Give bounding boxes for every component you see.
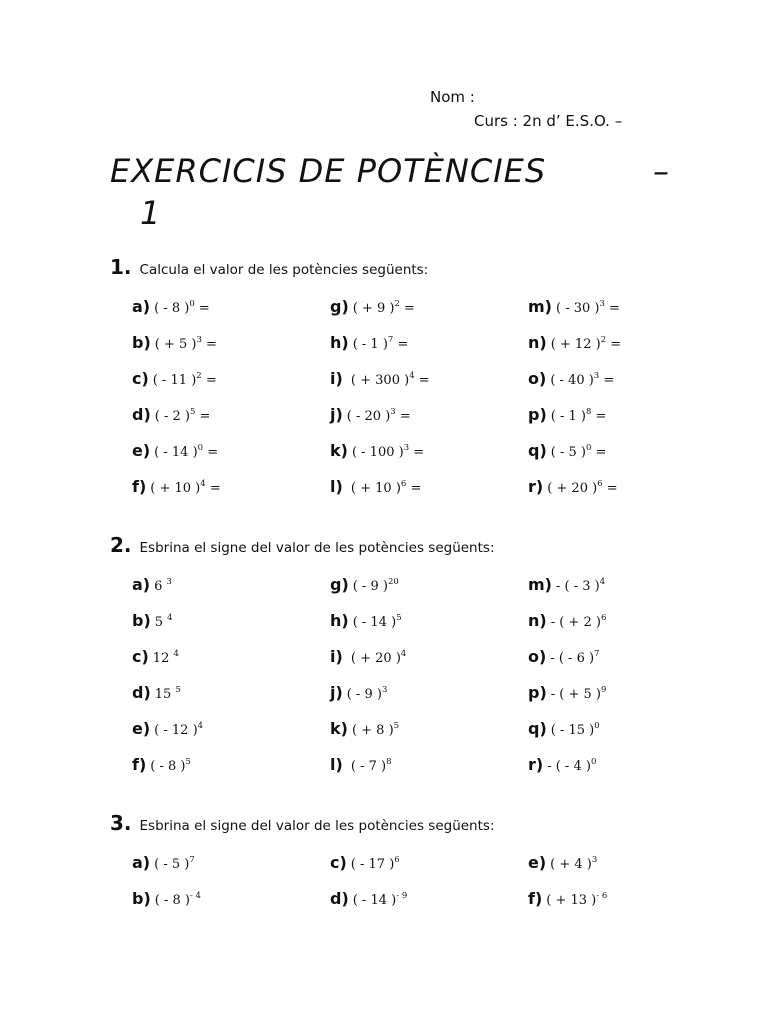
item-label: a) [132,575,151,594]
power-expression [550,857,597,872]
exercise-item [330,297,415,316]
title-dash: – [653,152,670,190]
power-base: ( - 12 ) [154,723,198,738]
power-expression [150,481,220,496]
power-exponent: 0 [594,721,600,731]
power-expression [550,651,599,666]
item-label: i) [330,369,343,388]
exercise-item [330,441,424,460]
power-exponent: - 6 [596,891,608,901]
exercise-item [132,441,218,460]
power-expression [154,723,203,738]
power-exponent: 4 [599,577,606,587]
title-line-1: EXERCICIS DE POTÈNCIES [110,152,547,190]
power-expression [352,723,399,738]
power-exponent: 7 [189,855,195,865]
exercise-1-heading [110,255,428,279]
exercise-item [132,647,179,666]
exercise-number: 2. [110,533,132,557]
power-exponent: 3 [390,407,396,417]
power-base: ( - 9 ) [346,687,383,702]
power-exponent: 5 [189,407,196,417]
equals-sign: = [205,481,221,496]
power-exponent: 3 [593,371,600,381]
equals-sign: = [399,301,415,316]
power-exponent: 0 [590,757,597,767]
power-base: ( - 2 ) [154,409,190,424]
exercise-3-heading [110,811,495,835]
item-label: e) [132,719,151,738]
power-exponent: 3 [196,335,202,345]
equals-sign: = [406,481,422,496]
item-label: j) [330,405,343,424]
power-expression [154,445,218,460]
exercise-item [528,889,607,908]
exercise-item [330,683,387,702]
item-label: k) [330,719,348,738]
power-expression [347,651,407,666]
equals-sign: = [602,481,618,496]
power-exponent: 4 [197,721,204,731]
course-label: Curs : 2n d’ E.S.O. – [474,112,623,130]
power-base: ( - 17 ) [350,857,395,872]
power-base: ( - 1 ) [550,409,586,424]
equals-sign: = [201,337,217,352]
exercise-item [132,719,203,738]
power-exponent: 2 [600,335,607,345]
power-base: ( - 14 ) [154,445,198,460]
power-exponent: 3 [382,685,388,695]
power-exponent: - 9 [396,891,408,901]
power-base: ( - 5 ) [154,857,190,872]
power-base: ( - 14 ) [352,615,397,630]
power-expression [347,481,422,496]
worksheet-title [110,150,670,234]
item-label: p) [528,405,547,424]
power-exponent: 4 [173,649,179,659]
item-label: m) [528,575,552,594]
power-base: ( - 14 ) [352,893,397,908]
equals-sign: = [599,373,615,388]
exercise-instruction: Esbrina el signe del valor de les potències següents: [139,540,495,556]
power-expression [551,445,607,460]
exercise-item [132,889,201,908]
exercise-item [528,405,606,424]
exercise-item [330,719,399,738]
power-exponent: 3 [599,299,605,309]
power-base: ( - 7 ) [346,759,387,774]
power-base: ( - 9 ) [352,579,388,594]
exercise-item [132,755,191,774]
power-base: ( + 20 ) [346,651,401,666]
exercise-number: 3. [110,811,132,835]
power-exponent: 5 [185,757,191,767]
power-base: ( + 12 ) [550,337,601,352]
exercise-item [528,441,606,460]
item-label: g) [330,575,349,594]
exercise-item [132,405,210,424]
power-expression [551,723,600,738]
equals-sign: = [393,337,409,352]
exercise-item [330,333,408,352]
power-expression [155,893,201,908]
power-exponent: 6 [400,479,407,489]
equals-sign: = [409,445,425,460]
power-exponent: 4 [167,613,173,623]
exercise-item [330,405,411,424]
power-expression [154,857,195,872]
power-exponent: 6 [600,613,607,623]
exercise-item [528,611,606,630]
power-expression [353,893,407,908]
power-exponent: 4 [200,479,206,489]
equals-sign: = [194,301,210,316]
equals-sign: = [201,373,217,388]
item-label: h) [330,611,349,630]
item-label: q) [528,719,547,738]
power-expression [150,759,191,774]
power-exponent: 7 [387,335,394,345]
power-expression [551,409,607,424]
item-label: o) [528,369,547,388]
item-label: b) [132,333,151,352]
name-field-label: Nom : [430,88,475,106]
power-exponent: 4 [409,371,415,381]
equals-sign: = [395,409,411,424]
exercise-item [528,853,597,872]
power-base: ( + 4 ) [550,857,592,872]
power-base: ( + 9 ) [352,301,395,316]
power-expression [155,409,211,424]
item-label: a) [132,853,151,872]
power-base: ( - 5 ) [550,445,586,460]
exercise-item [330,477,421,496]
power-base: ( - 100 ) [351,445,404,460]
exercise-instruction: Calcula el valor de les potències següents: [139,262,429,278]
item-label: f) [528,889,543,908]
power-expression [546,893,607,908]
power-expression [550,373,614,388]
power-base: ( - 8 ) [154,893,190,908]
power-expression [154,579,172,594]
power-exponent: - 4 [189,891,201,901]
power-base: ( - 15 ) [550,723,595,738]
exercise-item [330,853,400,872]
exercise-item [132,369,217,388]
power-base: 5 [154,615,168,630]
power-expression [353,337,409,352]
item-label: q) [528,441,547,460]
power-exponent: 2 [196,371,202,381]
power-base: ( - 30 ) [555,301,600,316]
equals-sign: = [414,373,430,388]
power-exponent: 3 [591,855,598,865]
exercise-item [132,683,181,702]
exercise-item [330,647,406,666]
exercise-item [132,611,173,630]
power-expression [551,687,607,702]
power-expression [153,373,217,388]
power-expression [547,759,596,774]
item-label: k) [330,441,348,460]
exercise-item [528,755,596,774]
exercise-item [528,333,621,352]
exercise-item [528,719,600,738]
power-exponent: 20 [387,577,399,587]
power-expression [353,615,402,630]
power-base: ( + 20 ) [547,481,598,496]
power-base: - ( + 2 ) [550,615,601,630]
power-base: - ( + 5 ) [550,687,601,702]
power-expression [347,759,392,774]
exercise-number: 1. [110,255,132,279]
item-label: b) [132,889,151,908]
power-base: ( + 10 ) [346,481,401,496]
power-expression [154,301,210,316]
item-label: c) [330,853,347,872]
item-label: d) [132,405,151,424]
power-expression [353,579,399,594]
item-label: f) [132,755,147,774]
equals-sign: = [591,445,607,460]
item-label: g) [330,297,349,316]
exercise-item [330,611,402,630]
power-expression [556,579,605,594]
power-base: ( - 11 ) [152,373,197,388]
power-exponent: 0 [585,443,592,453]
power-base: ( - 40 ) [550,373,594,388]
exercise-item [528,477,618,496]
power-base: 12 [152,651,174,666]
power-exponent: 7 [594,649,600,659]
exercise-item [132,477,221,496]
item-label: a) [132,297,151,316]
title-line-2: 1 [140,194,162,232]
item-label: d) [330,889,349,908]
power-base: ( + 300 ) [346,373,410,388]
equals-sign: = [606,337,622,352]
power-exponent: 3 [166,577,172,587]
power-base: ( + 13 ) [546,893,597,908]
item-label: e) [528,853,547,872]
exercise-item [330,755,392,774]
exercise-item [528,683,606,702]
equals-sign: = [203,445,219,460]
power-exponent: 8 [386,757,392,767]
power-exponent: 5 [393,721,400,731]
power-exponent: 0 [189,299,195,309]
exercise-item [528,297,620,316]
power-exponent: 6 [597,479,603,489]
exercise-item [528,369,614,388]
item-label: i) [330,647,343,666]
power-base: ( - 8 ) [154,301,190,316]
item-label: l) [330,477,343,496]
item-label: m) [528,297,552,316]
power-expression [155,337,217,352]
power-exponent: 0 [197,443,204,453]
item-label: r) [528,755,544,774]
item-label: c) [132,369,149,388]
item-label: n) [528,333,547,352]
power-exponent: 5 [396,613,402,623]
item-label: b) [132,611,151,630]
power-exponent: 9 [601,685,607,695]
exercise-item [330,369,430,388]
power-base: ( + 5 ) [154,337,197,352]
power-base: ( - 1 ) [352,337,388,352]
item-label: e) [132,441,151,460]
item-label: c) [132,647,149,666]
power-exponent: 5 [175,685,181,695]
power-expression [547,481,617,496]
item-label: f) [132,477,147,496]
power-base: ( - 8 ) [150,759,186,774]
power-base: - ( - 4 ) [547,759,591,774]
item-label: p) [528,683,547,702]
power-exponent: 8 [585,407,592,417]
power-expression [353,301,415,316]
item-label: d) [132,683,151,702]
exercise-item [330,889,407,908]
exercise-item [132,575,172,594]
exercise-item [330,575,399,594]
power-exponent: 3 [403,443,410,453]
equals-sign: = [604,301,620,316]
power-exponent: 4 [400,649,407,659]
power-base: 6 [154,579,167,594]
exercise-item [132,333,217,352]
power-expression [347,409,411,424]
item-label: h) [330,333,349,352]
power-expression [551,337,621,352]
equals-sign: = [591,409,607,424]
power-exponent: 2 [394,299,400,309]
item-label: r) [528,477,544,496]
power-expression [351,857,400,872]
power-base: - ( - 6 ) [550,651,595,666]
exercise-item [132,297,210,316]
exercise-item [528,647,599,666]
power-expression [551,615,607,630]
power-expression [347,687,388,702]
exercise-item [528,575,605,594]
power-expression [556,301,620,316]
power-exponent: 6 [394,855,400,865]
exercise-2-heading [110,533,495,557]
power-expression [155,615,173,630]
power-base: ( - 20 ) [346,409,391,424]
item-label: j) [330,683,343,702]
item-label: l) [330,755,343,774]
power-expression [155,687,181,702]
power-base: - ( - 3 ) [555,579,600,594]
power-expression [153,651,179,666]
power-base: ( + 10 ) [150,481,201,496]
power-expression [347,373,430,388]
equals-sign: = [195,409,211,424]
power-expression [352,445,424,460]
exercise-instruction: Esbrina el signe del valor de les potències següents: [139,818,495,834]
power-base: ( + 8 ) [351,723,394,738]
exercise-item [132,853,195,872]
power-base: 15 [154,687,176,702]
item-label: o) [528,647,547,666]
item-label: n) [528,611,547,630]
